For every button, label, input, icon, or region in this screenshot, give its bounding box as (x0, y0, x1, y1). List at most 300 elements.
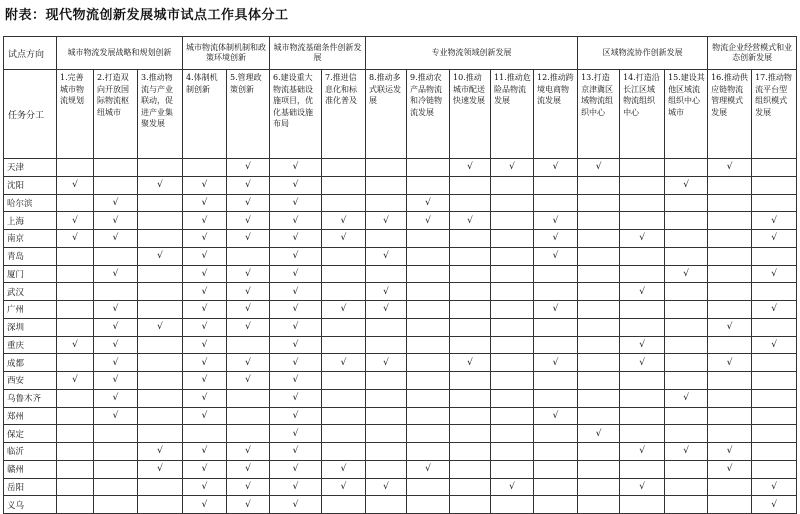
check-mark: √ (57, 176, 94, 194)
check-mark: √ (270, 443, 322, 461)
empty-cell (57, 247, 94, 265)
table-row (4, 283, 797, 301)
check-mark: √ (227, 230, 270, 248)
empty-cell (57, 478, 94, 496)
task-header: 17.推动物流平台型组织模式发展 (752, 70, 797, 159)
check-mark: √ (366, 212, 407, 230)
check-mark: √ (138, 176, 183, 194)
check-mark: √ (227, 176, 270, 194)
check-mark: √ (227, 301, 270, 319)
empty-cell (450, 283, 491, 301)
check-mark: √ (534, 301, 578, 319)
empty-cell (57, 318, 94, 336)
city-cell: 沈阳 (4, 176, 57, 194)
empty-cell (534, 318, 578, 336)
empty-cell (665, 496, 708, 514)
check-mark: √ (270, 230, 322, 248)
check-mark: √ (183, 443, 227, 461)
empty-cell (407, 496, 450, 514)
empty-cell (708, 372, 752, 390)
check-mark: √ (270, 194, 322, 212)
empty-cell (57, 407, 94, 425)
check-mark: √ (366, 478, 407, 496)
empty-cell (138, 159, 183, 177)
empty-cell (366, 336, 407, 354)
empty-cell (450, 425, 491, 443)
empty-cell (534, 496, 578, 514)
check-mark: √ (270, 265, 322, 283)
empty-cell (138, 389, 183, 407)
check-mark: √ (138, 460, 183, 478)
table-row (4, 443, 797, 461)
check-mark: √ (227, 318, 270, 336)
check-mark: √ (578, 159, 620, 177)
empty-cell (322, 283, 366, 301)
group-header: 城市物流基础条件创新发展 (270, 37, 366, 70)
empty-cell (322, 496, 366, 514)
empty-cell (57, 389, 94, 407)
empty-cell (534, 443, 578, 461)
empty-cell (752, 443, 797, 461)
table-row (4, 159, 797, 177)
empty-cell (407, 425, 450, 443)
check-mark: √ (665, 265, 708, 283)
empty-cell (450, 301, 491, 319)
check-mark: √ (366, 283, 407, 301)
empty-cell (665, 159, 708, 177)
check-mark: √ (407, 460, 450, 478)
empty-cell (752, 159, 797, 177)
empty-cell (407, 407, 450, 425)
check-mark: √ (366, 301, 407, 319)
task-header: 15.建设其他区域流组织中心城市 (665, 70, 708, 159)
empty-cell (366, 265, 407, 283)
check-mark: √ (227, 372, 270, 390)
empty-cell (183, 425, 227, 443)
empty-cell (366, 460, 407, 478)
check-mark: √ (227, 283, 270, 301)
empty-cell (620, 194, 665, 212)
empty-cell (620, 425, 665, 443)
city-cell: 岳阳 (4, 478, 57, 496)
check-mark: √ (752, 336, 797, 354)
city-cell: 南京 (4, 230, 57, 248)
empty-cell (322, 265, 366, 283)
empty-cell (450, 247, 491, 265)
empty-cell (322, 318, 366, 336)
empty-cell (450, 265, 491, 283)
check-mark: √ (752, 212, 797, 230)
empty-cell (407, 389, 450, 407)
empty-cell (227, 407, 270, 425)
check-mark: √ (708, 159, 752, 177)
empty-cell (94, 478, 138, 496)
empty-cell (491, 301, 534, 319)
empty-cell (322, 389, 366, 407)
check-mark: √ (708, 354, 752, 372)
empty-cell (366, 159, 407, 177)
city-cell: 成都 (4, 354, 57, 372)
task-label: 任务分工 (4, 70, 57, 159)
check-mark: √ (227, 159, 270, 177)
empty-cell (752, 247, 797, 265)
empty-cell (138, 283, 183, 301)
empty-cell (620, 407, 665, 425)
empty-cell (57, 265, 94, 283)
city-cell: 广州 (4, 301, 57, 319)
empty-cell (322, 443, 366, 461)
empty-cell (665, 336, 708, 354)
check-mark: √ (752, 230, 797, 248)
table-row (4, 247, 797, 265)
empty-cell (407, 283, 450, 301)
empty-cell (665, 212, 708, 230)
check-mark: √ (322, 212, 366, 230)
check-mark: √ (270, 283, 322, 301)
city-cell: 西安 (4, 372, 57, 390)
table-row (4, 230, 797, 248)
empty-cell (450, 176, 491, 194)
table-row (4, 336, 797, 354)
task-header: 8.推动多式联运发展 (366, 70, 407, 159)
check-mark: √ (270, 407, 322, 425)
table-row (4, 425, 797, 443)
empty-cell (665, 425, 708, 443)
check-mark: √ (665, 443, 708, 461)
check-mark: √ (183, 176, 227, 194)
check-mark: √ (620, 336, 665, 354)
empty-cell (407, 443, 450, 461)
check-mark: √ (94, 372, 138, 390)
empty-cell (322, 194, 366, 212)
empty-cell (491, 372, 534, 390)
empty-cell (534, 176, 578, 194)
empty-cell (366, 443, 407, 461)
empty-cell (450, 230, 491, 248)
empty-cell (450, 478, 491, 496)
empty-cell (366, 230, 407, 248)
city-cell: 深圳 (4, 318, 57, 336)
empty-cell (534, 372, 578, 390)
city-cell: 乌鲁木齐 (4, 389, 57, 407)
check-mark: √ (322, 354, 366, 372)
check-mark: √ (183, 301, 227, 319)
city-cell: 保定 (4, 425, 57, 443)
check-mark: √ (183, 247, 227, 265)
table-row (4, 372, 797, 390)
empty-cell (407, 336, 450, 354)
check-mark: √ (94, 301, 138, 319)
empty-cell (227, 425, 270, 443)
empty-cell (708, 212, 752, 230)
check-mark: √ (183, 407, 227, 425)
city-cell: 义乌 (4, 496, 57, 514)
empty-cell (366, 194, 407, 212)
check-mark: √ (270, 301, 322, 319)
check-mark: √ (57, 372, 94, 390)
empty-cell (620, 318, 665, 336)
check-mark: √ (183, 372, 227, 390)
check-mark: √ (183, 496, 227, 514)
empty-cell (708, 265, 752, 283)
empty-cell (578, 407, 620, 425)
check-mark: √ (322, 478, 366, 496)
empty-cell (57, 194, 94, 212)
empty-cell (620, 460, 665, 478)
empty-cell (450, 496, 491, 514)
check-mark: √ (708, 318, 752, 336)
empty-cell (450, 372, 491, 390)
empty-cell (138, 336, 183, 354)
empty-cell (57, 496, 94, 514)
empty-cell (578, 212, 620, 230)
empty-cell (708, 230, 752, 248)
empty-cell (534, 478, 578, 496)
empty-cell (534, 194, 578, 212)
empty-cell (94, 176, 138, 194)
empty-cell (708, 389, 752, 407)
empty-cell (752, 460, 797, 478)
empty-cell (407, 247, 450, 265)
empty-cell (752, 176, 797, 194)
city-cell: 郑州 (4, 407, 57, 425)
check-mark: √ (491, 478, 534, 496)
empty-cell (366, 496, 407, 514)
check-mark: √ (183, 478, 227, 496)
empty-cell (752, 425, 797, 443)
check-mark: √ (708, 460, 752, 478)
check-mark: √ (227, 496, 270, 514)
check-mark: √ (94, 230, 138, 248)
check-mark: √ (534, 159, 578, 177)
city-cell: 武汉 (4, 283, 57, 301)
empty-cell (227, 389, 270, 407)
empty-cell (620, 176, 665, 194)
empty-cell (578, 354, 620, 372)
check-mark: √ (752, 478, 797, 496)
check-mark: √ (94, 354, 138, 372)
empty-cell (94, 460, 138, 478)
empty-cell (322, 176, 366, 194)
task-header: 2.打造双向开放国际物流枢纽城市 (94, 70, 138, 159)
city-cell: 哈尔滨 (4, 194, 57, 212)
empty-cell (450, 407, 491, 425)
empty-cell (578, 443, 620, 461)
table-row (4, 212, 797, 230)
empty-cell (708, 407, 752, 425)
table-row (4, 176, 797, 194)
empty-cell (57, 425, 94, 443)
empty-cell (491, 496, 534, 514)
empty-cell (620, 159, 665, 177)
check-mark: √ (270, 425, 322, 443)
task-table (3, 36, 797, 514)
check-mark: √ (534, 354, 578, 372)
check-mark: √ (227, 265, 270, 283)
check-mark: √ (407, 212, 450, 230)
empty-cell (407, 265, 450, 283)
empty-cell (138, 230, 183, 248)
empty-cell (578, 460, 620, 478)
group-header-row (4, 37, 797, 70)
empty-cell (138, 354, 183, 372)
check-mark: √ (94, 194, 138, 212)
empty-cell (752, 194, 797, 212)
empty-cell (407, 230, 450, 248)
check-mark: √ (366, 354, 407, 372)
empty-cell (620, 301, 665, 319)
check-mark: √ (665, 176, 708, 194)
empty-cell (94, 496, 138, 514)
empty-cell (450, 336, 491, 354)
empty-cell (620, 389, 665, 407)
empty-cell (57, 159, 94, 177)
check-mark: √ (534, 407, 578, 425)
empty-cell (138, 407, 183, 425)
empty-cell (491, 354, 534, 372)
empty-cell (57, 283, 94, 301)
empty-cell (138, 265, 183, 283)
check-mark: √ (270, 372, 322, 390)
empty-cell (57, 354, 94, 372)
empty-cell (708, 194, 752, 212)
check-mark: √ (183, 354, 227, 372)
empty-cell (407, 301, 450, 319)
empty-cell (491, 283, 534, 301)
page-title: 附表：现代物流创新发展城市试点工作具体分工 (5, 8, 289, 23)
empty-cell (94, 425, 138, 443)
empty-cell (665, 247, 708, 265)
check-mark: √ (578, 425, 620, 443)
check-mark: √ (620, 283, 665, 301)
empty-cell (450, 194, 491, 212)
table-row (4, 478, 797, 496)
empty-cell (138, 425, 183, 443)
empty-cell (94, 443, 138, 461)
check-mark: √ (138, 318, 183, 336)
empty-cell (665, 407, 708, 425)
empty-cell (366, 372, 407, 390)
check-mark: √ (366, 247, 407, 265)
city-cell: 临沂 (4, 443, 57, 461)
empty-cell (94, 159, 138, 177)
empty-cell (491, 389, 534, 407)
empty-cell (752, 318, 797, 336)
empty-cell (578, 496, 620, 514)
check-mark: √ (407, 194, 450, 212)
check-mark: √ (752, 496, 797, 514)
empty-cell (138, 301, 183, 319)
empty-cell (450, 460, 491, 478)
empty-cell (578, 265, 620, 283)
empty-cell (620, 372, 665, 390)
empty-cell (491, 407, 534, 425)
empty-cell (183, 159, 227, 177)
empty-cell (491, 318, 534, 336)
empty-cell (708, 425, 752, 443)
empty-cell (57, 443, 94, 461)
empty-cell (578, 247, 620, 265)
check-mark: √ (270, 176, 322, 194)
table-row (4, 496, 797, 514)
check-mark: √ (183, 230, 227, 248)
check-mark: √ (270, 159, 322, 177)
empty-cell (578, 318, 620, 336)
group-header: 专业物流领域创新发展 (366, 37, 578, 70)
check-mark: √ (270, 212, 322, 230)
empty-cell (534, 389, 578, 407)
empty-cell (491, 425, 534, 443)
empty-cell (138, 478, 183, 496)
check-mark: √ (450, 212, 491, 230)
empty-cell (578, 372, 620, 390)
empty-cell (366, 176, 407, 194)
city-cell: 厦门 (4, 265, 57, 283)
empty-cell (665, 372, 708, 390)
empty-cell (578, 301, 620, 319)
empty-cell (708, 301, 752, 319)
check-mark: √ (270, 478, 322, 496)
table-row (4, 318, 797, 336)
empty-cell (708, 478, 752, 496)
empty-cell (752, 407, 797, 425)
check-mark: √ (183, 389, 227, 407)
check-mark: √ (94, 212, 138, 230)
check-mark: √ (752, 301, 797, 319)
empty-cell (407, 478, 450, 496)
empty-cell (534, 265, 578, 283)
check-mark: √ (270, 496, 322, 514)
empty-cell (227, 247, 270, 265)
empty-cell (620, 265, 665, 283)
task-header-row (4, 70, 797, 159)
city-cell: 上海 (4, 212, 57, 230)
empty-cell (534, 336, 578, 354)
empty-cell (407, 159, 450, 177)
empty-cell (708, 283, 752, 301)
empty-cell (366, 407, 407, 425)
check-mark: √ (227, 478, 270, 496)
empty-cell (138, 496, 183, 514)
check-mark: √ (227, 354, 270, 372)
empty-cell (665, 301, 708, 319)
table-row (4, 407, 797, 425)
empty-cell (752, 372, 797, 390)
task-header: 10.推动城市配送快速发展 (450, 70, 491, 159)
check-mark: √ (270, 247, 322, 265)
empty-cell (491, 194, 534, 212)
empty-cell (491, 176, 534, 194)
empty-cell (138, 372, 183, 390)
check-mark: √ (534, 230, 578, 248)
check-mark: √ (270, 318, 322, 336)
check-mark: √ (708, 443, 752, 461)
table-row (4, 389, 797, 407)
empty-cell (708, 176, 752, 194)
check-mark: √ (534, 212, 578, 230)
task-header: 6.建设重大物流基础设施项目，优化基础设施布局 (270, 70, 322, 159)
empty-cell (407, 354, 450, 372)
check-mark: √ (752, 265, 797, 283)
empty-cell (578, 336, 620, 354)
empty-cell (578, 194, 620, 212)
check-mark: √ (322, 230, 366, 248)
empty-cell (665, 283, 708, 301)
empty-cell (366, 425, 407, 443)
empty-cell (665, 478, 708, 496)
task-header: 11.推动危险品物流发展 (491, 70, 534, 159)
empty-cell (534, 425, 578, 443)
